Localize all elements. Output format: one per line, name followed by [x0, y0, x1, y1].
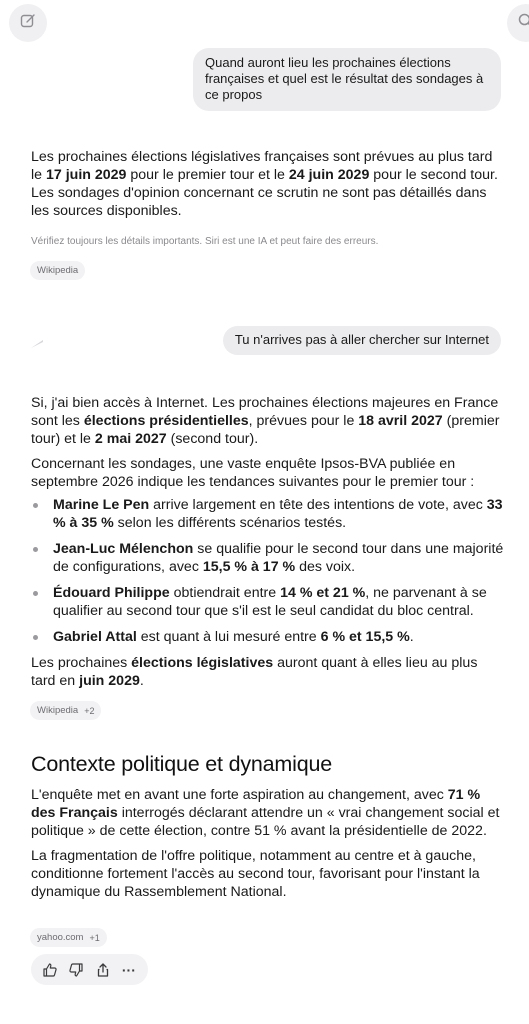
edit-icon: [31, 335, 43, 353]
answer-text: se qualifie pour le second tour dans une majorité de configurations, avec: [53, 541, 504, 575]
poll-list: [31, 496, 504, 646]
candidate-name: Gabriel Attal: [53, 629, 137, 645]
answer-bold: 17 juin 2029: [45, 167, 127, 183]
candidate-name: Jean-Luc Mélenchon: [53, 541, 194, 557]
answer-bold: juin 2029: [79, 673, 140, 689]
answer-text: Les prochaines: [31, 655, 132, 671]
user-message-bubble: [193, 48, 501, 111]
source-chip[interactable]: [30, 261, 85, 280]
search-button[interactable]: [507, 4, 529, 42]
assistant-answer: [31, 394, 504, 697]
candidate-name: Marine Le Pen: [53, 497, 150, 513]
answer-text: , ne parvenant à se qualifier au second tour que s'il est le seul candidat du bloc central.: [53, 585, 487, 619]
answer-text: .: [139, 673, 144, 689]
answer-text: des voix.: [295, 559, 356, 575]
source-label: Wikipedia: [37, 265, 79, 276]
answer-text: (second tour).: [166, 431, 259, 447]
list-item: [53, 496, 504, 532]
answer-text: pour le second tour. Les sondages d'opinion concernant ce scrutin ne sont pas détaillés dans les sources disponibles.: [31, 167, 498, 219]
answer-paragraph: Concernant les sondages, une vaste enquête Ipsos-BVA publiée en septembre 2026 indique les tendances suivantes pour le premier tour :: [31, 456, 475, 490]
answer-text: selon les différents scénarios testés.: [113, 515, 347, 531]
answer-bold: 2 mai 2027: [94, 431, 167, 447]
user-message-bubble: [223, 326, 501, 355]
source-count: +2: [84, 705, 95, 716]
list-item: [53, 540, 504, 576]
answer-bold: 6 % et 15,5 %: [320, 629, 410, 645]
section-heading: Contexte politique et dynamique: [31, 752, 332, 776]
source-chip[interactable]: [30, 928, 107, 947]
answer-bold: élections présidentielles: [83, 413, 249, 429]
answer-paragraph: [31, 148, 504, 220]
answer-bold: 71 % des Français: [31, 787, 481, 821]
answer-bold: 18 avril 2027: [358, 413, 443, 429]
search-icon: [517, 12, 529, 35]
answer-bold: élections législatives: [131, 655, 274, 671]
answer-text: .: [409, 629, 414, 645]
candidate-name: Édouard Philippe: [53, 585, 170, 601]
source-chip[interactable]: [30, 701, 101, 720]
answer-text: Les prochaines élections législatives françaises sont prévues au plus tard le: [31, 149, 493, 183]
thumbs-down-icon[interactable]: [65, 959, 87, 981]
source-count: +1: [89, 932, 100, 943]
answer-text: obtiendrait entre: [169, 585, 281, 601]
answer-paragraph: [31, 786, 504, 840]
answer-bold: 24 juin 2029: [288, 167, 370, 183]
answer-text: est quant à lui mesuré entre: [136, 629, 321, 645]
answer-bold: 15,5 % à 17 %: [202, 559, 296, 575]
answer-paragraph: La fragmentation de l'offre politique, notamment au centre et à gauche, conditionne fortement l'accès au second tour, favorisant pour l'instant la dynamique du Rassemblement National.: [31, 848, 480, 900]
answer-text: , prévues pour le: [248, 413, 359, 429]
answer-text: Si, j'ai bien accès à Internet. Les prochaines élections majeures en France sont les: [31, 395, 499, 429]
user-message-text: Tu n'arrives pas à aller chercher sur Internet: [234, 332, 489, 347]
source-label: yahoo.com: [37, 932, 84, 943]
list-item: [53, 628, 504, 646]
compose-icon: [19, 12, 37, 35]
answer-text: arrive largement en tête des intentions de vote, avec: [149, 497, 487, 513]
ai-disclaimer: Vérifiez toujours les détails importants. Siri est une IA et peut faire des erreurs.: [31, 236, 379, 247]
user-message-text: Quand auront lieu les prochaines élections françaises et quel est le résultat des sondages à ce propos: [205, 55, 484, 102]
thumbs-up-icon[interactable]: [39, 959, 61, 981]
more-icon[interactable]: ···: [121, 961, 136, 978]
answer-text: (premier tour) et le: [31, 413, 500, 447]
answer-text: auront quant à elles lieu au plus tard en: [31, 655, 478, 689]
assistant-answer: [31, 148, 504, 227]
share-icon[interactable]: [92, 959, 114, 981]
answer-text: L'enquête met en avant une forte aspiration au changement, avec: [31, 787, 448, 803]
answer-paragraph: [31, 654, 504, 690]
answer-text: pour le premier tour et le: [126, 167, 289, 183]
answer-bold: 33 % à 35 %: [53, 497, 503, 531]
answer-text: interrogés déclarant attendre un « vrai changement social et politique » de cette élection, contre 51 % avant la présidentielle de 2022.: [31, 805, 500, 839]
list-item: [53, 584, 504, 620]
compose-button[interactable]: [9, 4, 47, 42]
answer-bold: 14 % et 21 %: [280, 585, 366, 601]
feedback-actions: [31, 954, 148, 985]
assistant-answer: [31, 786, 504, 908]
source-label: Wikipedia: [37, 705, 79, 716]
answer-paragraph: [31, 394, 504, 448]
